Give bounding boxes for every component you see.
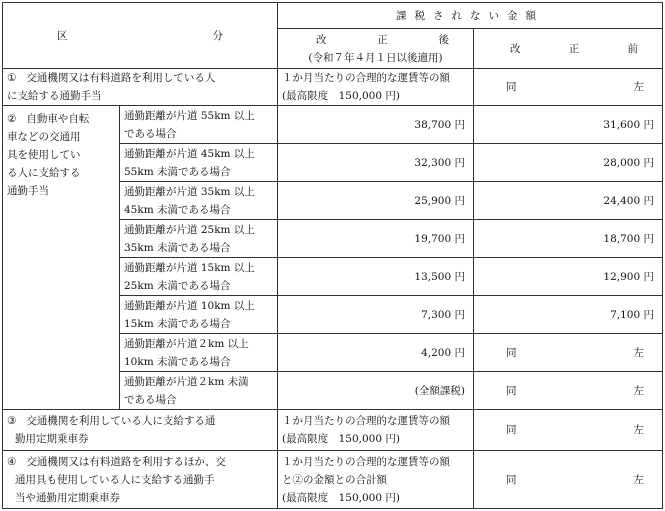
- row1-label: ① 交通機関又は有料道路を利用している人 に支給する通勤手当: [3, 69, 278, 106]
- row3-after: １か月当たりの合理的な運賃等の額 (最高限度 150,000 円): [278, 410, 474, 451]
- distance-cell: 通勤距離が片道２km 未満 である場合: [120, 372, 278, 410]
- distance-cell: 通勤距離が片道 45km 以上 55km 未満である場合: [120, 144, 278, 182]
- after-amount: 7,300 円: [278, 296, 474, 334]
- kubun-left: 区: [57, 29, 68, 42]
- after-amount: 32,300 円: [278, 144, 474, 182]
- header-kubun: [3, 3, 278, 69]
- after-amount: 4,200 円: [278, 334, 474, 372]
- after-amount: (全額課税): [278, 372, 474, 410]
- table-row: [3, 69, 663, 106]
- row1-after: １か月当たりの合理的な運賃等の額 (最高限度 150,000 円): [278, 69, 474, 106]
- after-amount: 25,900 円: [278, 182, 474, 220]
- before-amount: 31,600 円: [474, 106, 663, 144]
- before-amount: 同 左: [474, 372, 663, 410]
- distance-cell: 通勤距離が片道 55km 以上 である場合: [120, 106, 278, 144]
- row1-before: 同 左: [474, 69, 663, 106]
- row3-before: 同 左: [474, 410, 663, 451]
- after-amount: 38,700 円: [278, 106, 474, 144]
- row4-after: １か月当たりの合理的な運賃等の額 と②の金額との合計額 (最高限度 150,000 円): [278, 451, 474, 509]
- kubun-right: 分: [212, 29, 223, 42]
- row3-label: ③ 交通機関を利用している人に支給する通 勤用定期乗車券: [3, 410, 278, 451]
- before-amount: 28,000 円: [474, 144, 663, 182]
- table-row: [3, 106, 663, 144]
- row4-label: ④ 交通機関又は有料道路を利用するほか、交 通用具も使用している人に支給する通勤手 当や通勤用定期乗車券: [3, 451, 278, 509]
- header-before: 改 正 前: [474, 29, 663, 69]
- distance-cell: 通勤距離が片道 35km 以上 45km 未満である場合: [120, 182, 278, 220]
- before-amount: 18,700 円: [474, 220, 663, 258]
- distance-cell: 通勤距離が片道 25km 以上 35km 未満である場合: [120, 220, 278, 258]
- before-amount: 7,100 円: [474, 296, 663, 334]
- before-amount: 12,900 円: [474, 258, 663, 296]
- after-amount: 13,500 円: [278, 258, 474, 296]
- table-row: [3, 451, 663, 509]
- header-after-sub: (令和７年４月１日以後適用): [308, 51, 443, 64]
- table-row: [3, 410, 663, 451]
- after-amount: 19,700 円: [278, 220, 474, 258]
- header-after: 改 正 後 (令和７年４月１日以後適用): [278, 29, 474, 69]
- distance-cell: 通勤距離が片道 10km 以上 15km 未満である場合: [120, 296, 278, 334]
- row4-before: 同 左: [474, 451, 663, 509]
- before-amount: 同 左: [474, 334, 663, 372]
- header-main: 課税されない金額: [278, 3, 663, 29]
- distance-cell: 通勤距離が片道２km 以上 10km 未満である場合: [120, 334, 278, 372]
- commuting-allowance-table: [2, 2, 663, 509]
- row2-label: ② 自動車や自転 車などの交通用 具を使用してい る人に支給する 通勤手当: [3, 106, 120, 410]
- before-amount: 24,400 円: [474, 182, 663, 220]
- distance-cell: 通勤距離が片道 15km 以上 25km 未満である場合: [120, 258, 278, 296]
